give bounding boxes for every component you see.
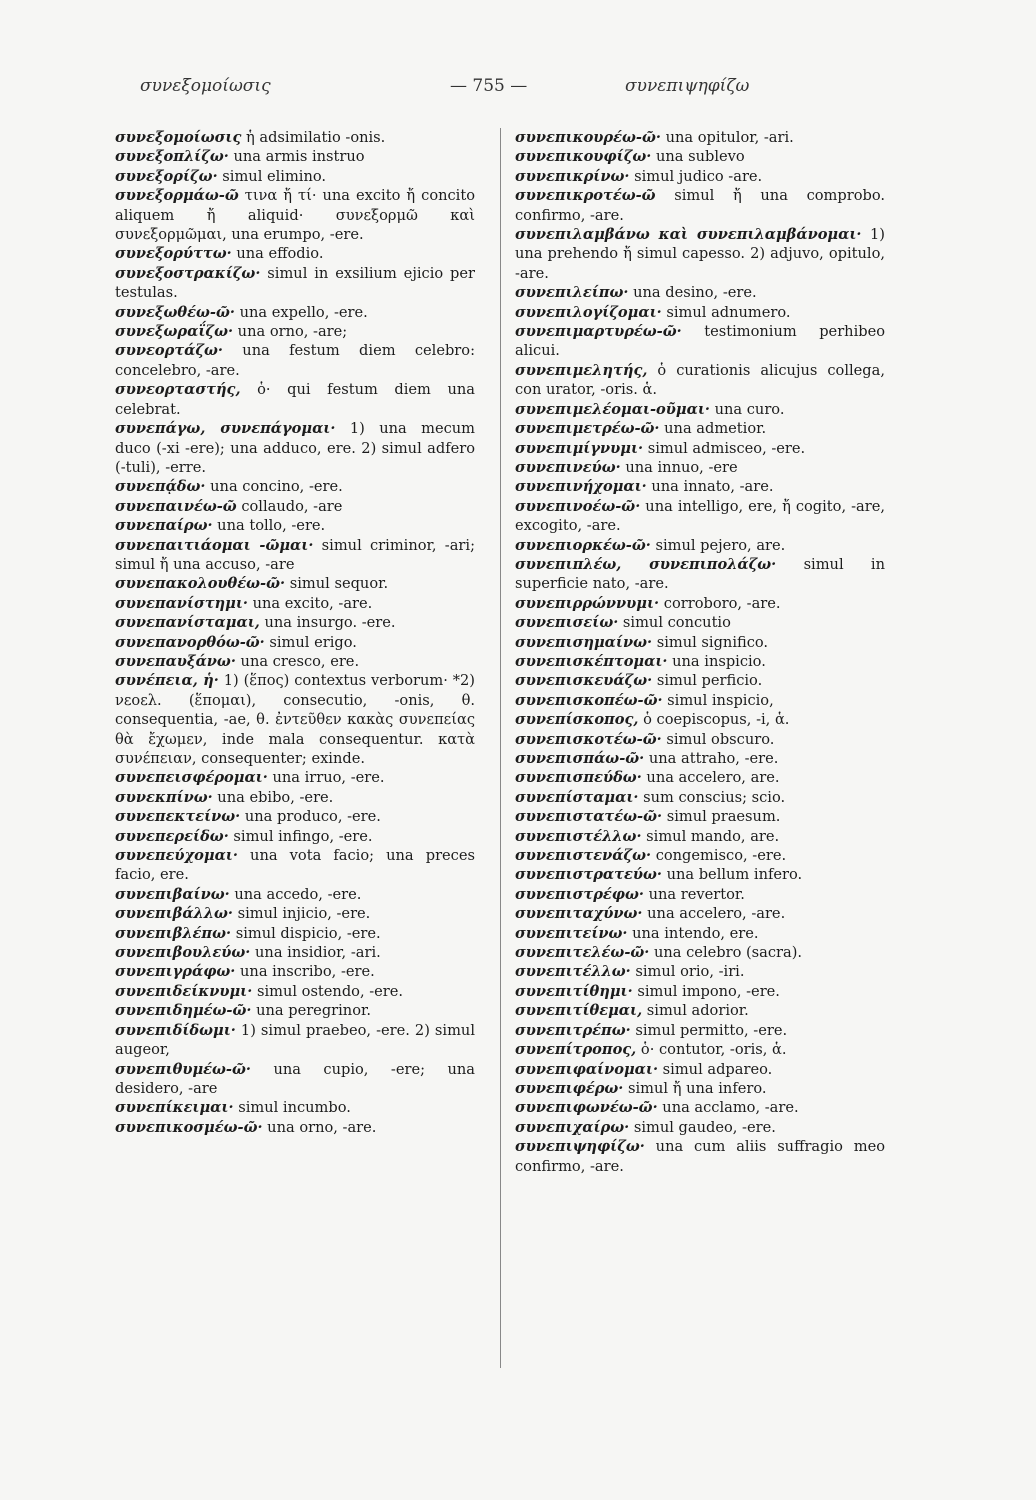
entry-headword: συνεξορμάω-ῶ — [115, 187, 239, 205]
entry-definition: simul ἤ una infero. — [623, 1079, 767, 1097]
entry-headword: συνεορτάζω· — [115, 342, 223, 360]
dictionary-entry — [115, 244, 475, 263]
entry-headword: συνεπισπεύδω· — [515, 769, 642, 787]
entry-definition: congemisco, -ere. — [651, 847, 787, 865]
dictionary-entry — [115, 671, 475, 768]
entry-headword: συνεπιστρατεύω· — [515, 866, 662, 884]
dictionary-entry — [515, 1098, 885, 1117]
dictionary-entry — [515, 458, 885, 477]
entry-definition: una innato, -are. — [646, 478, 774, 496]
entry-headword: συνεπιστενάζω· — [515, 847, 652, 865]
entry-headword: συνεπίσταμαι· — [515, 788, 639, 806]
entry-definition: ὁ curationis alicujus collega, con urator, -oris. ἁ. — [515, 361, 885, 399]
entry-definition: una cresco, ere. — [235, 652, 360, 670]
dictionary-entry — [515, 788, 885, 807]
entry-definition: una irruo, -ere. — [267, 769, 385, 787]
dictionary-entry — [515, 962, 885, 981]
entry-definition: simul criminor, -ari; simul ἤ una accuso, -are — [115, 536, 475, 573]
entry-headword: συνεπιβάλλω· — [115, 905, 233, 923]
entry-definition: corroboro, -are. — [659, 594, 781, 612]
dictionary-entry — [515, 885, 885, 904]
entry-headword: συνεπισπάω-ῶ· — [515, 750, 645, 767]
entry-definition: una vota facio; una preces facio, ere. — [115, 847, 475, 884]
entry-headword: συνεπισημαίνω· — [515, 633, 653, 651]
entry-definition: una excito, -are. — [248, 594, 373, 612]
header-right-guideword: συνεπιψηφίζω — [625, 76, 750, 96]
entry-headword: συνεπάγω, συνεπάγομαι· — [115, 420, 336, 438]
dictionary-entry — [515, 477, 885, 496]
entry-headword: συνεπιδημέω-ῶ· — [115, 1002, 252, 1020]
entry-definition: simul infingo, -ere. — [228, 827, 373, 845]
entry-headword: συνεπικοσμέω-ῶ· — [115, 1118, 263, 1136]
dictionary-entry — [115, 419, 475, 477]
dictionary-entry — [115, 264, 475, 303]
dictionary-entry — [515, 303, 885, 322]
entry-definition: una innuo, -ere — [620, 458, 738, 476]
dictionary-entry — [115, 147, 475, 166]
dictionary-entry — [515, 1040, 885, 1059]
entry-headword: συνεπιβλέπω· — [115, 924, 232, 942]
entry-headword: συνεπινήχομαι· — [515, 478, 647, 496]
dictionary-entry — [115, 846, 475, 885]
entry-headword: συνεπιμετρέω-ῶ· — [515, 420, 660, 438]
dictionary-entry — [115, 924, 475, 943]
entry-definition: una celebro (sacra). — [649, 944, 803, 962]
entry-definition: simul impono, -ere. — [632, 982, 780, 1000]
entry-headword: συνεορταστής, — [115, 381, 241, 399]
entry-definition: una admetior. — [659, 420, 767, 438]
entry-definition: simul ostendo, -ere. — [252, 982, 404, 1000]
entry-headword: συνεξομοίωσις — [115, 129, 242, 146]
entry-headword: συνεπιστρέφω· — [515, 885, 644, 903]
entry-definition: una intelligo, ere, ἤ cogito, -are, excogito, -are. — [515, 497, 885, 535]
dictionary-entry — [515, 128, 885, 147]
entry-definition: una desino, -ere. — [628, 284, 757, 302]
dictionary-entry — [515, 186, 885, 225]
dictionary-entry — [515, 1118, 885, 1137]
entry-headword: συνεπαυξάνω· — [115, 652, 236, 670]
dictionary-entry — [115, 827, 475, 846]
dictionary-entry — [115, 1060, 475, 1099]
entry-headword: συνεπικρίνω· — [515, 167, 630, 185]
dictionary-entry — [115, 536, 475, 575]
entry-headword: συνεπικουφίζω· — [515, 148, 652, 166]
entry-headword: συνεπισκοπέω-ῶ· — [515, 691, 663, 709]
entry-definition: una concino, -ere. — [205, 478, 343, 496]
dictionary-entry — [515, 1060, 885, 1079]
entry-definition: una accelero, are. — [641, 769, 780, 787]
entry-headword: συνεπακολουθέω-ῶ· — [115, 575, 286, 593]
entry-definition: una produco, -ere. — [240, 808, 381, 826]
entry-definition: simul significo. — [652, 633, 769, 651]
header-left-guideword: συνεξομοίωσις — [140, 76, 271, 96]
entry-definition: simul injicio, -ere. — [233, 905, 371, 923]
dictionary-entry — [115, 788, 475, 807]
entry-headword: συνεπιφωνέω-ῶ· — [515, 1099, 658, 1117]
entry-definition: una orno, -are; — [233, 323, 348, 341]
dictionary-entry — [515, 1021, 885, 1040]
dictionary-entry — [115, 962, 475, 981]
entry-definition: simul obscuro. — [661, 730, 775, 748]
entry-definition: τινα ἤ τί· una excito ἤ concito aliquem ἤ aliquid· συνεξορμῶ καὶ συνεξορμῶμαι, una erumpo, -ere. — [115, 187, 475, 244]
entry-headword: συνεπιβουλεύω· — [115, 944, 251, 962]
entry-headword: συνεπιλείπω· — [515, 284, 629, 302]
entry-headword: συνεπιτίθεμαι, — [515, 1002, 643, 1020]
dictionary-entry — [515, 749, 885, 768]
dictionary-entry — [115, 613, 475, 632]
dictionary-entry — [515, 943, 885, 962]
entry-headword: συνεπαινέω-ῶ — [115, 497, 237, 515]
entry-definition: simul pejero, are. — [650, 536, 786, 554]
entry-definition: ἡ adsimilatio -onis. — [241, 129, 386, 146]
entry-definition: simul mando, are. — [641, 827, 780, 845]
entry-definition: ὁ· contutor, -oris, ἁ. — [636, 1041, 787, 1059]
entry-headword: συνεπίκειμαι· — [115, 1099, 234, 1117]
dictionary-entry — [515, 1079, 885, 1098]
right-column — [515, 128, 885, 1176]
entry-headword: συνεπιτείνω· — [515, 924, 628, 942]
entry-headword: συνεξωθέω-ῶ· — [115, 303, 235, 321]
dictionary-entry — [515, 982, 885, 1001]
entry-headword: συνεπιφέρω· — [515, 1079, 624, 1097]
entry-definition: collaudo, -are — [236, 497, 343, 515]
entry-headword: συνεπιλογίζομαι· — [515, 303, 662, 321]
dictionary-entry — [515, 361, 885, 400]
dictionary-entry — [515, 419, 885, 438]
dictionary-entry — [515, 807, 885, 826]
entry-headword: συνεπεισφέρομαι· — [115, 769, 268, 787]
entry-definition: una attraho, -ere. — [644, 750, 779, 767]
dictionary-entry — [515, 147, 885, 166]
entry-definition: simul ἤ una comprobo. confirmo, -are. — [515, 187, 885, 224]
entry-definition: simul adorior. — [642, 1002, 749, 1020]
entry-headword: συνεπαιτιάομαι -ῶμαι· — [115, 536, 314, 554]
dictionary-entry — [515, 924, 885, 943]
entry-headword: συνεπιψηφίζω· — [515, 1138, 645, 1156]
entry-definition: simul praesum. — [662, 808, 781, 826]
entry-headword: συνεπιβαίνω· — [115, 885, 230, 903]
entry-definition: una acclamo, -are. — [657, 1099, 799, 1117]
dictionary-entry — [515, 652, 885, 671]
entry-headword: συνεπισκοτέω-ῶ· — [515, 730, 662, 748]
entry-definition: una orno, -are. — [262, 1118, 377, 1136]
entry-headword: συνεπισείω· — [515, 614, 619, 632]
entry-headword: συνεξορύττω· — [115, 245, 232, 263]
entry-definition: una revertor. — [643, 885, 745, 903]
entry-definition: una accedo, -ere. — [229, 885, 362, 903]
dictionary-entry — [515, 1001, 885, 1020]
entry-headword: συνεπίσκοπος, — [515, 711, 639, 729]
entry-headword: συνεξοπλίζω· — [115, 148, 229, 166]
entry-definition: testimonium perhibeo alicui. — [515, 323, 885, 360]
dictionary-entry — [515, 322, 885, 361]
entry-definition: simul perficio. — [652, 672, 763, 690]
entry-definition: una intendo, ere. — [627, 924, 759, 942]
entry-definition: ὁ coepiscopus, -i, ἁ. — [638, 711, 790, 729]
entry-definition: simul judico -are. — [629, 167, 763, 185]
dictionary-entry — [115, 497, 475, 516]
entry-headword: συνεπερείδω· — [115, 827, 229, 845]
entry-definition: una accelero, -are. — [642, 905, 786, 923]
entry-headword: συνεπιτέλλω· — [515, 963, 631, 981]
entry-headword: συνεπιστέλλω· — [515, 827, 642, 845]
entry-headword: συνεπᾴδω· — [115, 478, 206, 496]
entry-definition: 1) una mecum duco (-xi -ere); una adduco, ere. 2) simul adfero (-tuli), -erre. — [115, 420, 475, 476]
dictionary-entry — [515, 613, 885, 632]
dictionary-entry — [515, 730, 885, 749]
entry-definition: una insurgo. -ere. — [259, 614, 396, 632]
dictionary-entry — [115, 186, 475, 244]
entry-headword: συνεπισκέπτομαι· — [515, 652, 668, 670]
dictionary-entry — [115, 477, 475, 496]
dictionary-entry — [115, 982, 475, 1001]
entry-headword: συνεπανίσταμαι, — [115, 614, 260, 632]
dictionary-entry — [515, 439, 885, 458]
entry-definition: simul dispicio, -ere. — [231, 924, 381, 942]
dictionary-entry — [115, 768, 475, 787]
entry-definition: simul sequor. — [285, 575, 389, 593]
dictionary-entry — [515, 400, 885, 419]
entry-headword: συνεκπίνω· — [115, 788, 213, 806]
entry-headword: συνεξωραΐζω· — [115, 323, 234, 341]
entry-definition: simul concutio — [618, 614, 731, 632]
dictionary-entry — [515, 904, 885, 923]
dictionary-entry — [515, 710, 885, 729]
entry-headword: συνεπιταχύνω· — [515, 905, 643, 923]
entry-headword: συνεπιρρώννυμι· — [515, 594, 660, 612]
dictionary-entry — [115, 1001, 475, 1020]
dictionary-entry — [515, 846, 885, 865]
dictionary-entry — [515, 167, 885, 186]
dictionary-entry — [115, 1118, 475, 1137]
entry-definition: simul adpareo. — [658, 1060, 773, 1078]
entry-headword: συνεπικροτέω-ῶ — [515, 187, 656, 205]
dictionary-entry — [515, 768, 885, 787]
dictionary-entry — [115, 380, 475, 419]
entry-definition: una cum aliis suffragio meo confirmo, -are. — [515, 1138, 885, 1175]
entry-headword: συνεπίτροπος, — [515, 1041, 637, 1059]
entry-headword: συνεπιδίδωμι· — [115, 1021, 236, 1039]
entry-definition: una insidior, -ari. — [250, 944, 381, 962]
entry-definition: una ebibo, -ere. — [212, 788, 334, 806]
entry-headword: συνεπαίρω· — [115, 517, 213, 535]
entry-headword: συνεπικουρέω-ῶ· — [515, 129, 661, 146]
entry-definition: simul in superficie nato, -are. — [515, 555, 885, 593]
entry-headword: συνεξοστρακίζω· — [115, 264, 261, 282]
entry-headword: συνεπανορθόω-ῶ· — [115, 633, 265, 651]
entry-definition: simul admisceo, -ere. — [643, 439, 806, 457]
entry-headword: συνεπεύχομαι· — [115, 847, 238, 865]
entry-definition: una expello, -ere. — [234, 303, 368, 321]
entry-definition: una sublevo — [651, 148, 745, 166]
dictionary-entry — [115, 303, 475, 322]
entry-headword: συνεπιτίθημι· — [515, 982, 633, 1000]
entry-headword: συνεπιφαίνομαι· — [515, 1060, 659, 1078]
dictionary-entry — [515, 555, 885, 594]
entry-headword: συνεπεκτείνω· — [115, 808, 241, 826]
entry-definition: una peregrinor. — [251, 1002, 372, 1020]
entry-headword: συνεπιτρέπω· — [515, 1021, 631, 1039]
entry-definition: una tollo, -ere. — [212, 517, 326, 535]
entry-headword: συνεπιορκέω-ῶ· — [515, 536, 651, 554]
entry-definition: simul inspicio, — [662, 691, 774, 709]
entry-headword: συνεπιτελέω-ῶ· — [515, 944, 650, 962]
entry-headword: συνεπιθυμέω-ῶ· — [115, 1060, 251, 1078]
dictionary-entry — [515, 225, 885, 283]
entry-definition: una festum diem celebro: concelebro, -are. — [115, 342, 475, 379]
dictionary-entry — [115, 574, 475, 593]
dictionary-entry — [115, 943, 475, 962]
dictionary-entry — [115, 633, 475, 652]
dictionary-entry — [115, 1021, 475, 1060]
entry-definition: simul erigo. — [264, 633, 357, 651]
entry-headword: συνεξορίζω· — [115, 167, 218, 185]
entry-definition: simul incumbo. — [233, 1099, 351, 1117]
entry-definition: simul elimino. — [217, 167, 327, 185]
dictionary-entry — [115, 1098, 475, 1117]
entry-headword: συνεπιχαίρω· — [515, 1118, 630, 1136]
entry-definition: 1) (ἕπος) contextus verborum· *2) νεοελ. (ἕπομαι), consecutio, -onis, θ. consequentia, -ae, θ. ἐντεῦθεν κακὰς συνεπείας θὰ ἔχωμεν, inde mala consequentur. κατὰ συνέπειαν, consequenter; exinde. — [115, 672, 475, 767]
entry-headword: συνεπισκευάζω· — [515, 672, 653, 690]
entry-headword: συνεπιγράφω· — [115, 963, 236, 981]
entry-definition: simul in exsilium ejicio per testulas. — [115, 264, 475, 302]
entry-definition: una bellum infero. — [661, 866, 803, 884]
dictionary-entry — [515, 633, 885, 652]
dictionary-entry — [115, 807, 475, 826]
entry-headword: συνεπανίστημι· — [115, 594, 248, 612]
dictionary-entry — [515, 594, 885, 613]
dictionary-entry — [115, 341, 475, 380]
entry-definition: sum conscius; scio. — [638, 788, 786, 806]
entry-definition: una effodio. — [231, 245, 324, 263]
dictionary-entry — [115, 594, 475, 613]
dictionary-entry — [515, 691, 885, 710]
entry-headword: συνεπινεύω· — [515, 458, 621, 476]
dictionary-entry — [115, 904, 475, 923]
entry-headword: συνεπιδείκνυμι· — [115, 982, 253, 1000]
dictionary-entry — [515, 497, 885, 536]
dictionary-entry — [515, 671, 885, 690]
entry-definition: una inspicio. — [667, 652, 766, 670]
entry-definition: una opitulor, -ari. — [660, 129, 794, 146]
entry-headword: συνεπιμελητής, — [515, 361, 648, 379]
entry-headword: συνέπεια, ἡ· — [115, 672, 219, 690]
page-number: — 755 — — [450, 76, 528, 96]
entry-headword: συνεπιλαμβάνω καὶ συνεπιλαμβάνομαι· — [515, 226, 862, 244]
dictionary-entry — [515, 536, 885, 555]
column-divider — [500, 128, 501, 1368]
entry-definition: simul permitto, -ere. — [630, 1021, 788, 1039]
entry-definition: simul gaudeo, -ere. — [629, 1118, 776, 1136]
dictionary-entry — [115, 516, 475, 535]
dictionary-entry — [115, 885, 475, 904]
page-header — [120, 76, 990, 106]
entry-headword: συνεπιπλέω, συνεπιπολάζω· — [515, 555, 777, 573]
dictionary-entry — [115, 167, 475, 186]
dictionary-entry — [115, 322, 475, 341]
entry-definition: 1) simul praebeo, -ere. 2) simul augeor, — [115, 1021, 475, 1059]
entry-headword: συνεπιστατέω-ῶ· — [515, 808, 663, 826]
dictionary-entry — [515, 283, 885, 302]
entry-definition: una cupio, -ere; una desidero, -are — [115, 1060, 475, 1097]
entry-headword: συνεπιμελέομαι-οῦμαι· — [515, 400, 710, 418]
entry-headword: συνεπιμίγνυμι· — [515, 439, 644, 457]
dictionary-entry — [115, 652, 475, 671]
entry-definition: una curo. — [709, 400, 785, 418]
dictionary-entry — [515, 827, 885, 846]
entry-headword: συνεπινοέω-ῶ· — [515, 497, 641, 515]
dictionary-entry — [515, 865, 885, 884]
entry-headword: συνεπιμαρτυρέω-ῶ· — [515, 323, 682, 341]
dictionary-entry — [115, 128, 475, 147]
entry-definition: una inscribo, -ere. — [235, 963, 375, 981]
left-column — [115, 128, 475, 1137]
entry-definition: simul adnumero. — [661, 303, 791, 321]
dictionary-entry — [515, 1137, 885, 1176]
entry-definition: simul orio, -iri. — [630, 963, 745, 981]
entry-definition: 1) una prehendo ἤ simul capesso. 2) adjuvo, opitulo, -are. — [515, 226, 885, 282]
entry-definition: una armis instruo — [228, 148, 365, 166]
entry-definition: ὁ· qui festum diem una celebrat. — [115, 381, 475, 418]
